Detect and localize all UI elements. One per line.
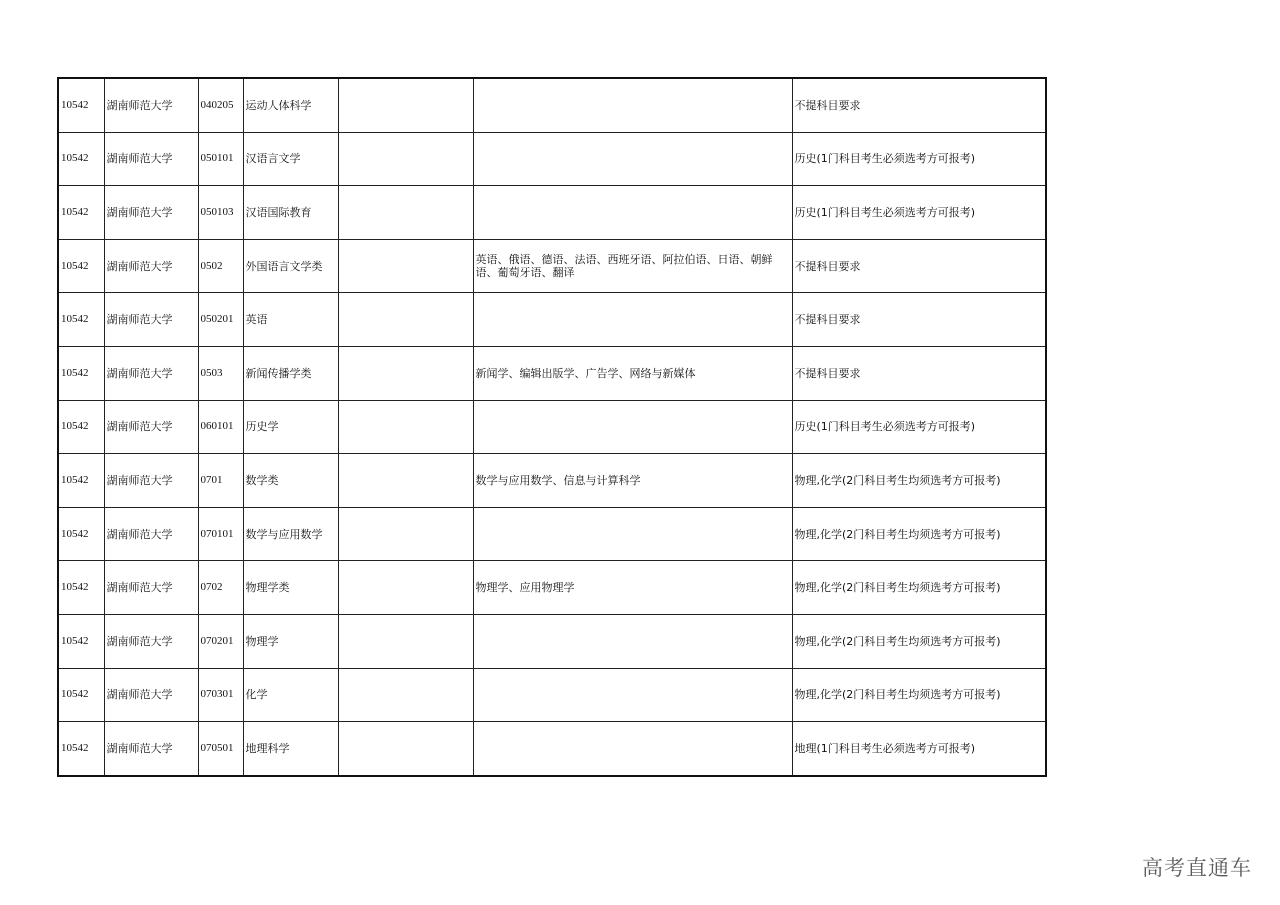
table-row [58,346,1046,400]
major-name-cell: 历史学 [243,400,338,454]
included-majors-cell [473,293,792,347]
included-majors-cell [473,132,792,186]
major-code-cell: 070101 [198,507,243,561]
empty-cell [338,614,473,668]
school-code-cell: 10542 [58,78,104,132]
empty-cell [338,400,473,454]
major-name-cell: 化学 [243,668,338,722]
school-code-cell: 10542 [58,614,104,668]
table-row [58,186,1046,240]
school-name-cell: 湖南师范大学 [104,400,198,454]
major-code-cell: 050201 [198,293,243,347]
subject-requirement-cell: 物理,化学(2门科目考生均须选考方可报考) [792,454,1046,508]
table-row [58,132,1046,186]
empty-cell [338,132,473,186]
school-code-cell: 10542 [58,400,104,454]
included-majors-cell [473,186,792,240]
major-name-cell: 数学与应用数学 [243,507,338,561]
major-name-cell: 汉语国际教育 [243,186,338,240]
subject-requirement-cell: 物理,化学(2门科目考生均须选考方可报考) [792,507,1046,561]
included-majors-cell [473,78,792,132]
empty-cell [338,186,473,240]
table-row [58,78,1046,132]
school-code-cell: 10542 [58,722,104,776]
major-name-cell: 运动人体科学 [243,78,338,132]
table-row [58,293,1046,347]
major-name-cell: 物理学类 [243,561,338,615]
major-code-cell: 050101 [198,132,243,186]
empty-cell [338,668,473,722]
empty-cell [338,239,473,293]
table-row [58,722,1046,776]
table-row [58,668,1046,722]
empty-cell [338,293,473,347]
included-majors-cell: 英语、俄语、德语、法语、西班牙语、阿拉伯语、日语、朝鲜语、葡萄牙语、翻译 [473,239,792,293]
school-name-cell: 湖南师范大学 [104,132,198,186]
school-code-cell: 10542 [58,561,104,615]
empty-cell [338,454,473,508]
school-code-cell: 10542 [58,239,104,293]
subject-requirement-cell: 物理,化学(2门科目考生均须选考方可报考) [792,561,1046,615]
included-majors-cell [473,668,792,722]
included-majors-cell: 物理学、应用物理学 [473,561,792,615]
table-row [58,614,1046,668]
major-name-cell: 地理科学 [243,722,338,776]
empty-cell [338,507,473,561]
included-majors-cell [473,614,792,668]
school-code-cell: 10542 [58,507,104,561]
major-name-cell: 物理学 [243,614,338,668]
major-code-cell: 060101 [198,400,243,454]
school-code-cell: 10542 [58,346,104,400]
subject-requirement-cell: 历史(1门科目考生必须选考方可报考) [792,400,1046,454]
school-code-cell: 10542 [58,668,104,722]
empty-cell [338,346,473,400]
major-code-cell: 0502 [198,239,243,293]
school-name-cell: 湖南师范大学 [104,668,198,722]
school-code-cell: 10542 [58,132,104,186]
major-code-cell: 070301 [198,668,243,722]
school-name-cell: 湖南师范大学 [104,454,198,508]
subject-requirement-cell: 不提科目要求 [792,346,1046,400]
school-name-cell: 湖南师范大学 [104,78,198,132]
subject-requirement-cell: 历史(1门科目考生必须选考方可报考) [792,132,1046,186]
major-code-cell: 040205 [198,78,243,132]
table-row [58,400,1046,454]
major-code-cell: 0503 [198,346,243,400]
subject-requirement-cell: 不提科目要求 [792,78,1046,132]
school-name-cell: 湖南师范大学 [104,186,198,240]
school-code-cell: 10542 [58,186,104,240]
major-name-cell: 数学类 [243,454,338,508]
major-name-cell: 英语 [243,293,338,347]
subject-requirement-cell: 地理(1门科目考生必须选考方可报考) [792,722,1046,776]
empty-cell [338,722,473,776]
table-row [58,561,1046,615]
school-name-cell: 湖南师范大学 [104,507,198,561]
major-code-cell: 0701 [198,454,243,508]
table-row [58,239,1046,293]
subject-requirement-cell: 不提科目要求 [792,239,1046,293]
school-code-cell: 10542 [58,293,104,347]
included-majors-cell [473,400,792,454]
included-majors-cell: 数学与应用数学、信息与计算科学 [473,454,792,508]
school-name-cell: 湖南师范大学 [104,293,198,347]
empty-cell [338,78,473,132]
subject-requirement-cell: 物理,化学(2门科目考生均须选考方可报考) [792,668,1046,722]
empty-cell [338,561,473,615]
included-majors-cell [473,507,792,561]
subject-requirements-table [57,77,1047,777]
major-code-cell: 070501 [198,722,243,776]
major-code-cell: 050103 [198,186,243,240]
school-name-cell: 湖南师范大学 [104,346,198,400]
school-name-cell: 湖南师范大学 [104,722,198,776]
school-name-cell: 湖南师范大学 [104,239,198,293]
table-body [58,78,1046,776]
subject-requirement-cell: 不提科目要求 [792,293,1046,347]
school-name-cell: 湖南师范大学 [104,561,198,615]
included-majors-cell: 新闻学、编辑出版学、广告学、网络与新媒体 [473,346,792,400]
school-name-cell: 湖南师范大学 [104,614,198,668]
table-row [58,454,1046,508]
included-majors-cell [473,722,792,776]
school-code-cell: 10542 [58,454,104,508]
table-row [58,507,1046,561]
major-code-cell: 0702 [198,561,243,615]
major-code-cell: 070201 [198,614,243,668]
major-name-cell: 新闻传播学类 [243,346,338,400]
subject-requirement-cell: 物理,化学(2门科目考生均须选考方可报考) [792,614,1046,668]
watermark-text: 高考直通车 [1142,856,1252,880]
subject-requirement-cell: 历史(1门科目考生必须选考方可报考) [792,186,1046,240]
major-name-cell: 汉语言文学 [243,132,338,186]
major-name-cell: 外国语言文学类 [243,239,338,293]
